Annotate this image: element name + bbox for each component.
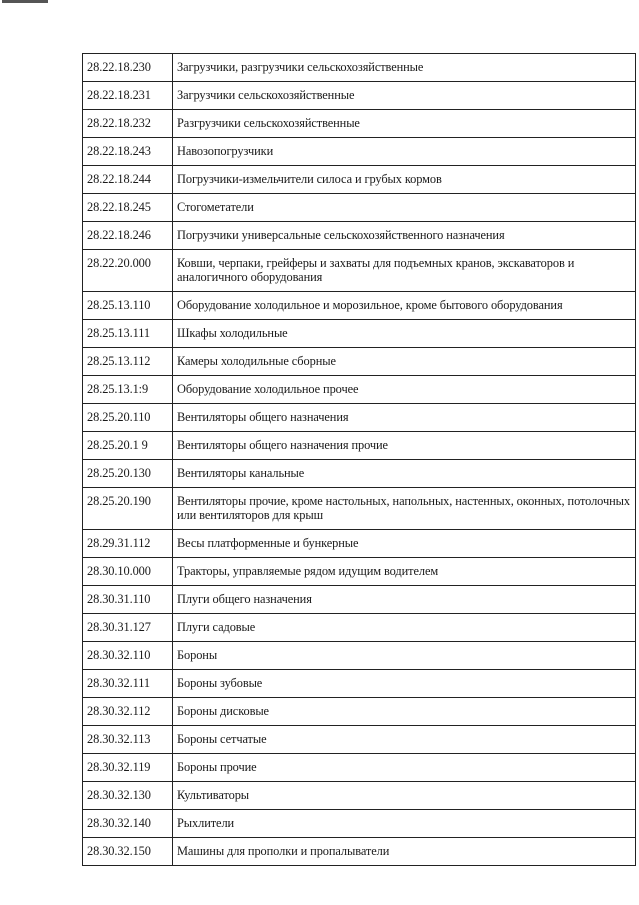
code-cell: 28.22.18.230	[83, 54, 173, 82]
table-row	[83, 614, 636, 642]
name-cell: Тракторы, управляемые рядом идущим водителем	[173, 558, 636, 586]
table-row	[83, 320, 636, 348]
name-cell: Погрузчики универсальные сельскохозяйственного назначения	[173, 222, 636, 250]
name-cell: Шкафы холодильные	[173, 320, 636, 348]
table-row	[83, 530, 636, 558]
name-cell: Навозопогрузчики	[173, 138, 636, 166]
name-cell: Бороны зубовые	[173, 670, 636, 698]
name-cell: Культиваторы	[173, 782, 636, 810]
code-cell: 28.22.18.245	[83, 194, 173, 222]
code-cell: 28.25.13.1:9	[83, 376, 173, 404]
table-row	[83, 642, 636, 670]
code-cell: 28.25.13.112	[83, 348, 173, 376]
code-cell: 28.22.18.243	[83, 138, 173, 166]
table-row	[83, 670, 636, 698]
table-row	[83, 222, 636, 250]
table-row	[83, 586, 636, 614]
table-row	[83, 250, 636, 292]
classification-table	[82, 53, 636, 866]
code-cell: 28.30.31.127	[83, 614, 173, 642]
table-row	[83, 558, 636, 586]
code-cell: 28.25.13.110	[83, 292, 173, 320]
name-cell: Загрузчики, разгрузчики сельскохозяйственные	[173, 54, 636, 82]
code-cell: 28.30.32.130	[83, 782, 173, 810]
table-row	[83, 754, 636, 782]
table-row	[83, 376, 636, 404]
name-cell: Вентиляторы общего назначения	[173, 404, 636, 432]
page-edge-mark	[2, 0, 48, 3]
code-cell: 28.30.32.140	[83, 810, 173, 838]
name-cell: Рыхлители	[173, 810, 636, 838]
code-cell: 28.30.10.000	[83, 558, 173, 586]
code-cell: 28.30.32.112	[83, 698, 173, 726]
code-cell: 28.22.20.000	[83, 250, 173, 292]
code-cell: 28.25.20.110	[83, 404, 173, 432]
name-cell: Бороны прочие	[173, 754, 636, 782]
name-cell: Ковши, черпаки, грейферы и захваты для подъемных кранов, экскаваторов и аналогичного оборудования	[173, 250, 636, 292]
name-cell: Погрузчики-измельчители силоса и грубых кормов	[173, 166, 636, 194]
code-cell: 28.25.13.111	[83, 320, 173, 348]
table-row	[83, 726, 636, 754]
name-cell: Оборудование холодильное прочее	[173, 376, 636, 404]
name-cell: Плуги общего назначения	[173, 586, 636, 614]
table-row	[83, 782, 636, 810]
name-cell: Машины для прополки и пропалыватели	[173, 838, 636, 866]
name-cell: Бороны сетчатые	[173, 726, 636, 754]
table-row	[83, 432, 636, 460]
code-cell: 28.25.20.1 9	[83, 432, 173, 460]
code-cell: 28.25.20.190	[83, 488, 173, 530]
code-cell: 28.30.32.111	[83, 670, 173, 698]
name-cell: Вентиляторы общего назначения прочие	[173, 432, 636, 460]
code-cell: 28.22.18.246	[83, 222, 173, 250]
name-cell: Бороны дисковые	[173, 698, 636, 726]
name-cell: Оборудование холодильное и морозильное, кроме бытового оборудования	[173, 292, 636, 320]
name-cell: Плуги садовые	[173, 614, 636, 642]
name-cell: Разгрузчики сельскохозяйственные	[173, 110, 636, 138]
code-cell: 28.30.32.119	[83, 754, 173, 782]
table-row	[83, 194, 636, 222]
name-cell: Весы платформенные и бункерные	[173, 530, 636, 558]
code-cell: 28.30.32.113	[83, 726, 173, 754]
name-cell: Камеры холодильные сборные	[173, 348, 636, 376]
name-cell: Стогометатели	[173, 194, 636, 222]
code-cell: 28.30.32.150	[83, 838, 173, 866]
code-cell: 28.30.32.110	[83, 642, 173, 670]
table-row	[83, 698, 636, 726]
table-row	[83, 404, 636, 432]
name-cell: Вентиляторы канальные	[173, 460, 636, 488]
table-row	[83, 138, 636, 166]
table-row	[83, 54, 636, 82]
code-cell: 28.25.20.130	[83, 460, 173, 488]
code-cell: 28.22.18.244	[83, 166, 173, 194]
name-cell: Вентиляторы прочие, кроме настольных, напольных, настенных, оконных, потолочных или вентиляторов для крыш	[173, 488, 636, 530]
code-cell: 28.22.18.231	[83, 82, 173, 110]
code-cell: 28.22.18.232	[83, 110, 173, 138]
table-row	[83, 348, 636, 376]
name-cell: Загрузчики сельскохозяйственные	[173, 82, 636, 110]
table-row	[83, 838, 636, 866]
table-row	[83, 460, 636, 488]
table-row	[83, 82, 636, 110]
table-row	[83, 810, 636, 838]
table-row	[83, 488, 636, 530]
table-row	[83, 292, 636, 320]
table-row	[83, 166, 636, 194]
table-row	[83, 110, 636, 138]
name-cell: Бороны	[173, 642, 636, 670]
code-cell: 28.30.31.110	[83, 586, 173, 614]
code-cell: 28.29.31.112	[83, 530, 173, 558]
